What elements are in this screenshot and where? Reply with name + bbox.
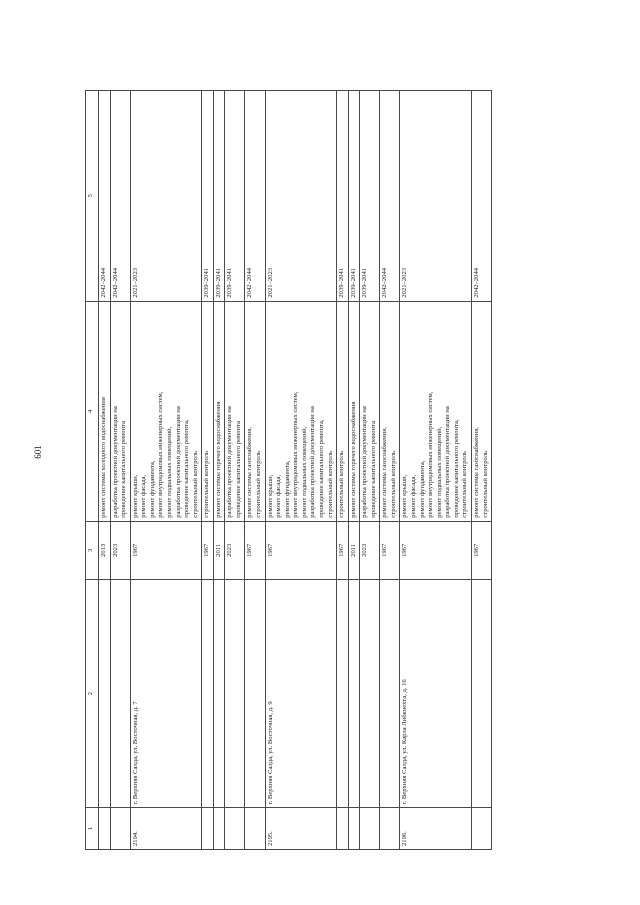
work-item: ремонт системы горячего водоснабжения <box>349 401 357 518</box>
work-item: строительный контроль <box>326 450 334 518</box>
work-item: ремонт подвальных помещений, <box>165 426 173 518</box>
cell-row-number <box>225 808 245 850</box>
cell-address <box>110 579 130 807</box>
cell-work-list <box>360 301 380 521</box>
work-item: строительный контроль <box>338 450 346 518</box>
cell-year: 2023 <box>360 521 380 579</box>
cell-year: 2023 <box>110 521 130 579</box>
cell-period: 2039–2041 <box>202 91 214 302</box>
work-item: ремонт системы газоснабжения, <box>246 427 254 518</box>
work-item: разработка проектной документации на <box>226 406 234 518</box>
cell-row-number <box>348 808 360 850</box>
cell-work-list <box>99 301 111 521</box>
work-item: проведение капитального ремонта <box>120 421 128 518</box>
cell-row-number <box>380 808 400 850</box>
work-item: ремонт фасада, <box>140 474 148 518</box>
table-row <box>99 91 111 850</box>
table-row <box>471 91 491 850</box>
table-row <box>225 91 245 850</box>
cell-address <box>99 579 111 807</box>
table-row <box>348 91 360 850</box>
work-item: ремонт системы газоснабжения, <box>472 427 480 518</box>
cell-row-number <box>360 808 380 850</box>
cell-period: 2039–2041 <box>213 91 225 302</box>
cell-year: 2011 <box>213 521 225 579</box>
table-row <box>360 91 380 850</box>
work-item: строительный контроль <box>481 450 489 518</box>
cell-address <box>245 579 265 807</box>
cell-row-number <box>245 808 265 850</box>
header-col-3: 3 <box>86 521 99 579</box>
cell-period: 2042–2044 <box>380 91 400 302</box>
cell-work-list <box>348 301 360 521</box>
cell-address <box>337 579 349 807</box>
table-body <box>99 91 492 850</box>
cell-work-list <box>245 301 265 521</box>
work-item: строительный контроль <box>461 450 469 518</box>
cell-period: 2021–2023 <box>400 91 472 302</box>
work-item: разработка проектной документации на <box>309 406 317 518</box>
cell-period: 2042–2044 <box>99 91 111 302</box>
cell-work-list <box>400 301 472 521</box>
cell-work-list <box>130 301 202 521</box>
cell-year: 2011 <box>348 521 360 579</box>
cell-row-number <box>99 808 111 850</box>
cell-row-number <box>202 808 214 850</box>
work-item: ремонт фундамента, <box>418 460 426 518</box>
header-row <box>86 91 99 850</box>
work-item: строительный контроль <box>203 450 211 518</box>
work-item: ремонт фасада, <box>275 474 283 518</box>
header-col-1: 1 <box>86 808 99 850</box>
cell-work-list <box>337 301 349 521</box>
cell-work-list <box>213 301 225 521</box>
cell-address: г. Верхняя Салда, ул. Восточная, д. 7 <box>130 579 202 807</box>
cell-row-number <box>471 808 491 850</box>
work-item: ремонт системы холодного водоснабжения <box>100 397 107 518</box>
cell-address <box>213 579 225 807</box>
cell-period: 2039–2041 <box>337 91 349 302</box>
work-item: ремонт фасада, <box>410 474 417 518</box>
work-item: ремонт системы газоснабжения, <box>381 427 389 518</box>
cell-address: г. Верхняя Салда, ул. Карла Либкнехта, д. 16 <box>400 579 472 807</box>
work-item: ремонт крыши, <box>266 474 274 518</box>
work-item: проведение капитального ремонта, <box>452 419 460 518</box>
table-row <box>400 91 472 850</box>
work-item: ремонт подвальных помещений, <box>300 426 308 518</box>
cell-year: 1967 <box>337 521 349 579</box>
work-item: ремонт внутридомовых инженерных систем, <box>157 391 165 518</box>
table-row <box>110 91 130 850</box>
cell-row-number <box>110 808 130 850</box>
work-item: разработка проектной документации на <box>361 406 369 518</box>
header-col-4: 4 <box>86 301 99 521</box>
work-item: ремонт фундамента, <box>283 460 291 518</box>
work-item: ремонт подвальных помещений, <box>435 426 443 518</box>
work-item: строительный контроль <box>255 450 262 518</box>
work-item: ремонт внутридомовых инженерных систем, <box>427 391 435 518</box>
cell-address <box>360 579 380 807</box>
cell-work-list <box>265 301 337 521</box>
cell-row-number <box>213 808 225 850</box>
cell-period: 2021–2023 <box>130 91 202 302</box>
cell-year: 1967 <box>471 521 491 579</box>
cell-period: 2042–2044 <box>110 91 130 302</box>
table-row <box>213 91 225 850</box>
work-item: разработка проектной документации на <box>174 406 182 518</box>
table-row <box>245 91 265 850</box>
cell-work-list <box>380 301 400 521</box>
work-item: ремонт крыши, <box>401 474 409 518</box>
work-item: проведение капитального ремонта <box>369 421 377 518</box>
table-row <box>265 91 337 850</box>
rotated-table-container <box>85 90 605 850</box>
cell-work-list <box>225 301 245 521</box>
work-item: проведение капитального ремонта, <box>317 419 325 518</box>
work-item: ремонт системы горячего водоснабжения <box>214 401 222 518</box>
cell-work-list <box>202 301 214 521</box>
cell-row-number: 2196. <box>400 808 472 850</box>
cell-work-list <box>471 301 491 521</box>
header-col-2: 2 <box>86 579 99 807</box>
cell-address <box>471 579 491 807</box>
cell-address <box>225 579 245 807</box>
cell-row-number: 2194. <box>130 808 202 850</box>
work-item: проведение капитального ремонта <box>234 421 242 518</box>
cell-row-number: 2195. <box>265 808 337 850</box>
cell-year: 1967 <box>245 521 265 579</box>
capital-repair-table <box>85 90 492 850</box>
work-item: разработка проектной документации на <box>444 406 452 518</box>
cell-work-list <box>110 301 130 521</box>
cell-period: 2042–2044 <box>471 91 491 302</box>
cell-address <box>348 579 360 807</box>
work-item: разработка проектной документации на <box>111 406 119 518</box>
cell-address <box>380 579 400 807</box>
table-row <box>202 91 214 850</box>
work-item: ремонт фундамента, <box>148 460 156 518</box>
work-item: ремонт внутридомовых инженерных систем, <box>292 391 300 518</box>
cell-period: 2042–2044 <box>245 91 265 302</box>
page-number: 601 <box>33 445 43 459</box>
cell-year: 2013 <box>99 521 111 579</box>
cell-year: 1967 <box>265 521 337 579</box>
cell-year: 1967 <box>380 521 400 579</box>
work-item: строительный контроль <box>389 450 397 518</box>
cell-period: 2039–2041 <box>225 91 245 302</box>
cell-period: 2039–2041 <box>348 91 360 302</box>
cell-period: 2021–2023 <box>265 91 337 302</box>
cell-year: 1967 <box>202 521 214 579</box>
cell-year: 2023 <box>225 521 245 579</box>
cell-address: г. Верхняя Салда, ул. Восточная, д. 9 <box>265 579 337 807</box>
cell-year: 1967 <box>130 521 202 579</box>
work-item: ремонт крыши, <box>131 474 139 518</box>
cell-row-number <box>337 808 349 850</box>
cell-period: 2039–2041 <box>360 91 380 302</box>
cell-address <box>202 579 214 807</box>
table-row <box>337 91 349 850</box>
table-row <box>380 91 400 850</box>
header-col-5: 5 <box>86 91 99 302</box>
cell-year: 1967 <box>400 521 472 579</box>
work-item: строительный контроль <box>191 450 199 518</box>
work-item: проведение капитального ремонта, <box>183 419 191 518</box>
table-row <box>130 91 202 850</box>
